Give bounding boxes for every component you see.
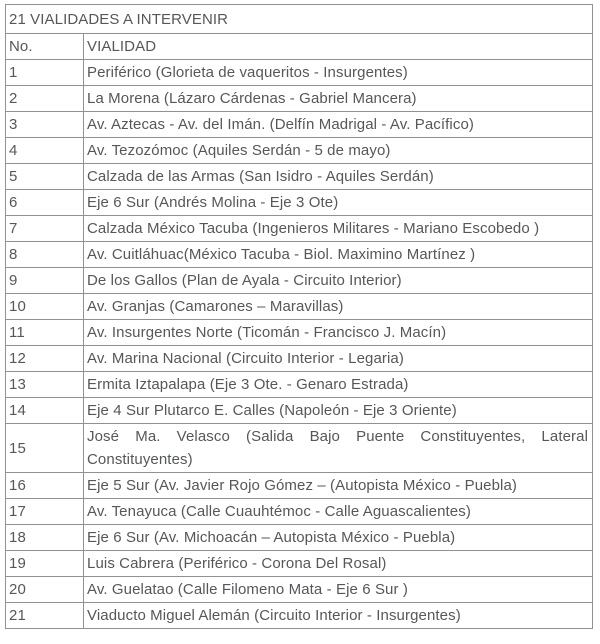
row-number-cell: 2 [6, 86, 84, 112]
vialidades-table [5, 4, 593, 629]
table-header-row [6, 34, 593, 60]
row-number-cell: 4 [6, 138, 84, 164]
vialidad-cell: Av. Granjas (Camarones – Maravillas) [84, 294, 593, 320]
row-number-cell: 19 [6, 551, 84, 577]
vialidad-cell: Eje 6 Sur (Andrés Molina - Eje 3 Ote) [84, 190, 593, 216]
row-number-cell: 13 [6, 372, 84, 398]
table-row [6, 346, 593, 372]
table-row [6, 164, 593, 190]
row-number-cell: 1 [6, 60, 84, 86]
vialidad-cell: Calzada de las Armas (San Isidro - Aquiles Serdán) [84, 164, 593, 190]
row-number-cell: 8 [6, 242, 84, 268]
table-row [6, 294, 593, 320]
table-row [6, 112, 593, 138]
row-number-cell: 6 [6, 190, 84, 216]
table-row [6, 577, 593, 603]
table-row [6, 603, 593, 629]
document-page [5, 4, 593, 629]
vialidad-cell: Av. Tezozómoc (Aquiles Serdán - 5 de mayo) [84, 138, 593, 164]
table-row [6, 551, 593, 577]
vialidad-cell: Viaducto Miguel Alemán (Circuito Interior - Insurgentes) [84, 603, 593, 629]
vialidad-cell: Av. Guelatao (Calle Filomeno Mata - Eje 6 Sur ) [84, 577, 593, 603]
row-number-cell: 11 [6, 320, 84, 346]
row-number-cell: 9 [6, 268, 84, 294]
table-row [6, 372, 593, 398]
vialidad-cell: Eje 4 Sur Plutarco E. Calles (Napoleón - Eje 3 Oriente) [84, 398, 593, 424]
table-row [6, 86, 593, 112]
row-number-cell: 10 [6, 294, 84, 320]
vialidad-cell: José Ma. Velasco (Salida Bajo Puente Constituyentes, Lateral Constituyentes) [84, 424, 593, 473]
table-row [6, 398, 593, 424]
table-row [6, 60, 593, 86]
vialidad-cell: Av. Aztecas - Av. del Imán. (Delfín Madrigal - Av. Pacífico) [84, 112, 593, 138]
row-number-cell: 5 [6, 164, 84, 190]
vialidad-cell: Av. Cuitláhuac(México Tacuba - Biol. Maximino Martínez ) [84, 242, 593, 268]
column-header-no: No. [6, 34, 84, 60]
table-row [6, 216, 593, 242]
table-title: 21 VIALIDADES A INTERVENIR [6, 5, 593, 34]
table-row [6, 138, 593, 164]
vialidad-cell: Av. Tenayuca (Calle Cuauhtémoc - Calle Aguascalientes) [84, 499, 593, 525]
table-row [6, 473, 593, 499]
row-number-cell: 16 [6, 473, 84, 499]
vialidad-cell: La Morena (Lázaro Cárdenas - Gabriel Mancera) [84, 86, 593, 112]
row-number-cell: 18 [6, 525, 84, 551]
vialidad-cell: Av. Insurgentes Norte (Ticomán - Francisco J. Macín) [84, 320, 593, 346]
table-row [6, 424, 593, 473]
table-row [6, 320, 593, 346]
row-number-cell: 21 [6, 603, 84, 629]
row-number-cell: 12 [6, 346, 84, 372]
vialidad-cell: Luis Cabrera (Periférico - Corona Del Rosal) [84, 551, 593, 577]
row-number-cell: 7 [6, 216, 84, 242]
row-number-cell: 15 [6, 424, 84, 473]
column-header-vialidad: VIALIDAD [84, 34, 593, 60]
vialidad-cell: Ermita Iztapalapa (Eje 3 Ote. - Genaro Estrada) [84, 372, 593, 398]
row-number-cell: 14 [6, 398, 84, 424]
table-row [6, 242, 593, 268]
table-row [6, 525, 593, 551]
vialidad-cell: Eje 6 Sur (Av. Michoacán – Autopista México - Puebla) [84, 525, 593, 551]
table-title-row [6, 5, 593, 34]
vialidad-cell: Eje 5 Sur (Av. Javier Rojo Gómez – (Autopista México - Puebla) [84, 473, 593, 499]
vialidad-cell: Calzada México Tacuba (Ingenieros Militares - Mariano Escobedo ) [84, 216, 593, 242]
table-row [6, 190, 593, 216]
row-number-cell: 3 [6, 112, 84, 138]
table-row [6, 499, 593, 525]
vialidad-cell: De los Gallos (Plan de Ayala - Circuito Interior) [84, 268, 593, 294]
vialidad-cell: Av. Marina Nacional (Circuito Interior - Legaria) [84, 346, 593, 372]
table-row [6, 268, 593, 294]
row-number-cell: 17 [6, 499, 84, 525]
vialidad-cell: Periférico (Glorieta de vaqueritos - Insurgentes) [84, 60, 593, 86]
row-number-cell: 20 [6, 577, 84, 603]
